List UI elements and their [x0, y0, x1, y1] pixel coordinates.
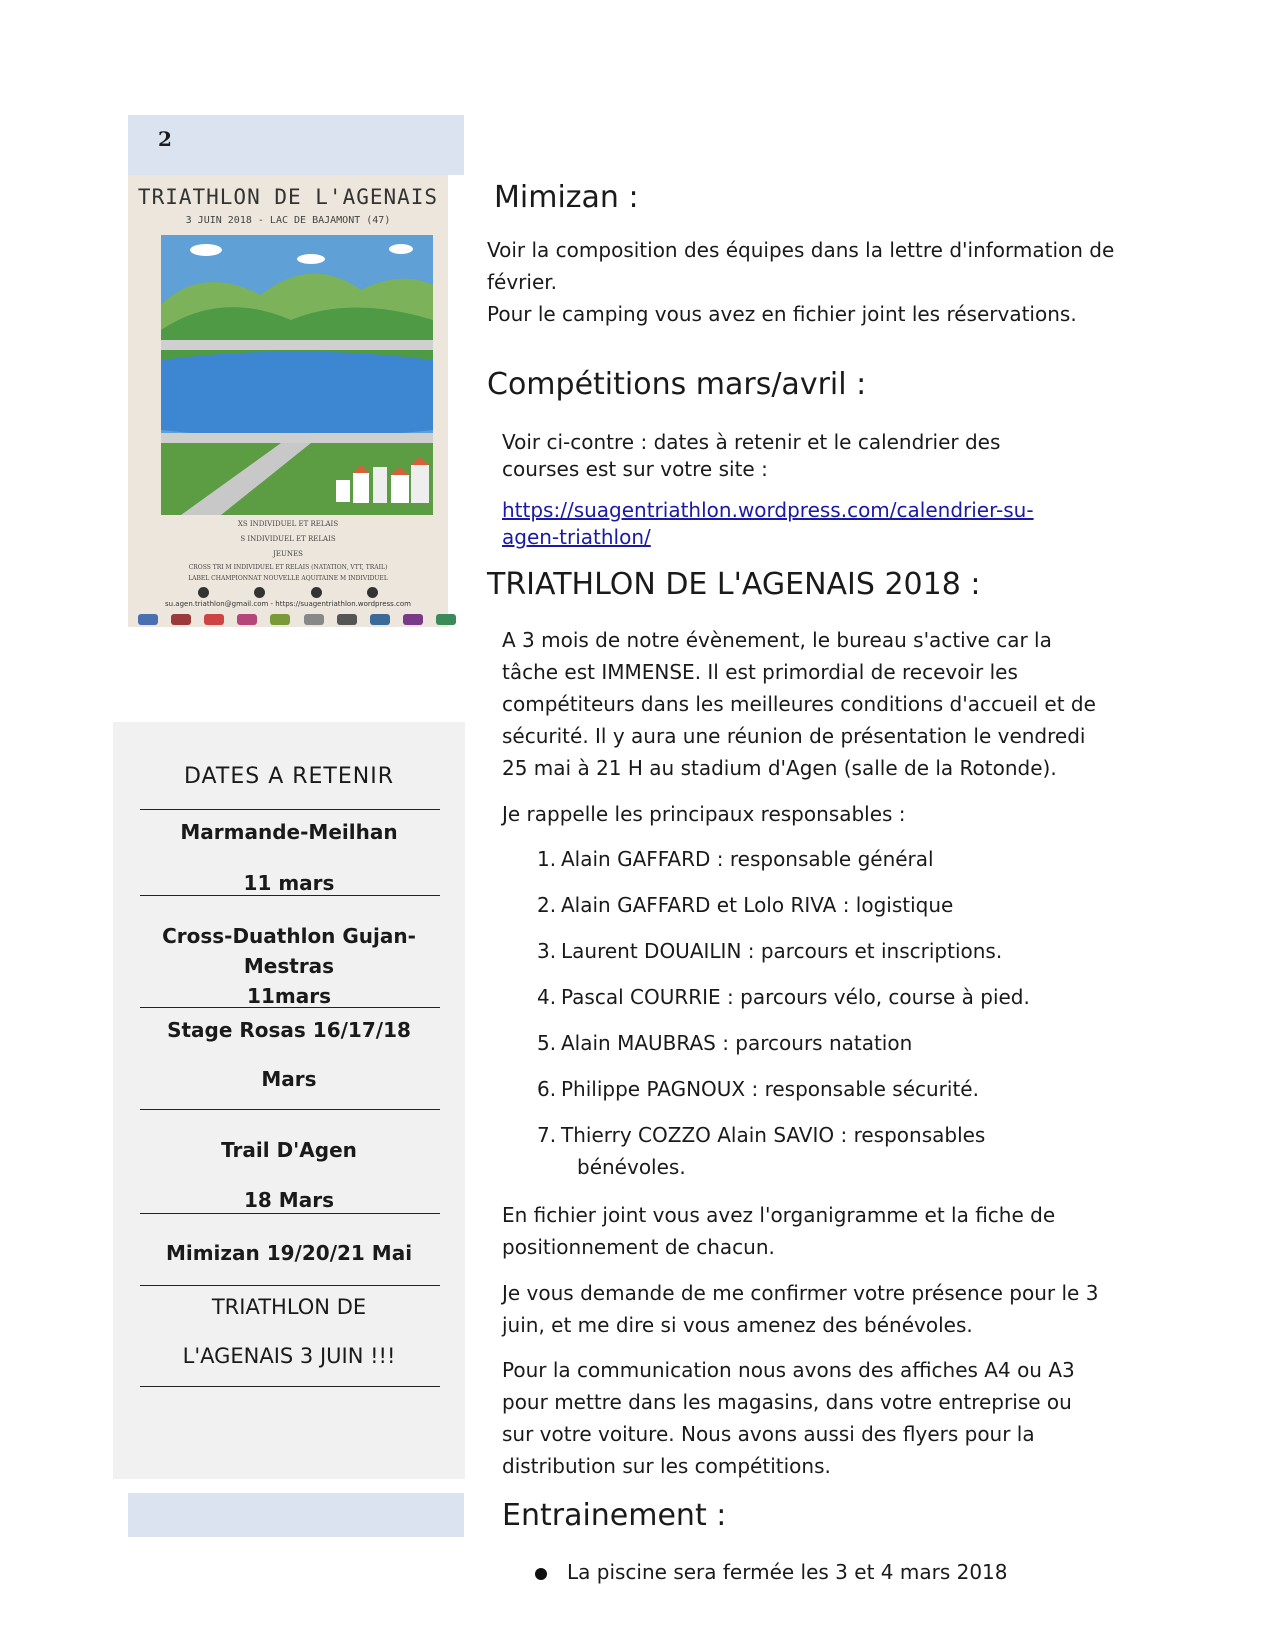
divider — [140, 1213, 440, 1214]
poster-title: TRIATHLON DE L'AGENAIS — [137, 185, 439, 209]
instagram-icon — [311, 587, 322, 598]
sponsor-logo — [337, 614, 357, 625]
paragraph: courses est sur votre site : — [502, 457, 768, 481]
page-number-bar — [128, 115, 464, 175]
footer-bar — [128, 1493, 464, 1537]
twitter-icon — [254, 587, 265, 598]
poster-line: XS INDIVIDUEL ET RELAIS — [237, 520, 339, 528]
section-heading-triathlon: TRIATHLON DE L'AGENAIS 2018 : — [487, 567, 981, 602]
page-number: 2 — [158, 127, 172, 151]
paragraph: En fichier joint vous avez l'organigramme et la fiche de — [502, 1203, 1056, 1227]
dates-panel — [113, 722, 465, 1479]
paragraph: pour mettre dans les magasins, dans votre entreprise ou — [502, 1390, 1072, 1414]
list-item: 7. Thierry COZZO Alain SAVIO : responsables — [537, 1123, 986, 1147]
calendar-link[interactable]: https://suagentriathlon.wordpress.com/calendrier-su- — [502, 498, 1034, 522]
poster-social-icons — [198, 587, 378, 598]
sponsor-logo — [436, 614, 456, 625]
date-event: Mimizan 19/20/21 Mai — [165, 1241, 413, 1265]
sponsor-logo — [403, 614, 423, 625]
paragraph: compétiteurs dans les meilleures conditions d'accueil et de — [502, 692, 1096, 716]
poster-contact: su.agen.triathlon@gmail.com - https://suagentriathlon.wordpress.com — [164, 600, 412, 608]
divider — [140, 1007, 440, 1008]
paragraph: Pour la communication nous avons des affiches A4 ou A3 — [502, 1358, 1075, 1382]
paragraph: 25 mai à 21 H au stadium d'Agen (salle de la Rotonde). — [502, 756, 1057, 780]
youtube-icon — [367, 587, 378, 598]
paragraph: distribution sur les compétitions. — [502, 1454, 831, 1478]
poster-landscape-illustration — [161, 235, 433, 515]
list-item: 2. Alain GAFFARD et Lolo RIVA : logistique — [537, 893, 954, 917]
poster-line: LABEL CHAMPIONNAT NOUVELLE AQUITAINE M INDIVIDUEL — [188, 575, 388, 582]
paragraph: sur votre voiture. Nous avons aussi des flyers pour la — [502, 1422, 1035, 1446]
list-item: 6. Philippe PAGNOUX : responsable sécurité. — [537, 1077, 979, 1101]
paragraph: tâche est IMMENSE. Il est primordial de recevoir les — [502, 660, 1018, 684]
paragraph: sécurité. Il y aura une réunion de présentation le vendredi — [502, 724, 1086, 748]
divider — [140, 1285, 440, 1286]
paragraph: A 3 mois de notre évènement, le bureau s'active car la — [502, 628, 1052, 652]
date-event: Marmande-Meilhan — [180, 820, 398, 844]
date-event: L'AGENAIS 3 JUIN !!! — [182, 1344, 396, 1368]
event-poster — [128, 175, 448, 627]
poster-subtitle: 3 JUIN 2018 - LAC DE BAJAMONT (47) — [185, 215, 391, 226]
date-event: Cross-Duathlon Gujan- — [162, 924, 416, 948]
sponsor-logo — [304, 614, 324, 625]
section-heading-competitions: Compétitions mars/avril : — [487, 367, 867, 402]
divider — [140, 1109, 440, 1110]
sponsor-logo — [204, 614, 224, 625]
sponsor-logos — [138, 610, 456, 628]
date-event: TRIATHLON DE — [211, 1295, 367, 1319]
poster-line: JEUNES — [273, 550, 303, 558]
bullet-item: La piscine sera fermée les 3 et 4 mars 2018 — [535, 1556, 1008, 1588]
date-day: 18 Mars — [244, 1188, 334, 1212]
date-event: Stage Rosas 16/17/18 — [167, 1018, 411, 1042]
calendar-link[interactable]: agen-triathlon/ — [502, 525, 651, 549]
paragraph: positionnement de chacun. — [502, 1235, 775, 1259]
section-heading-entrainement: Entrainement : — [502, 1498, 727, 1533]
poster-race-list — [128, 517, 448, 584]
sponsor-logo — [237, 614, 257, 625]
date-event: Trail D'Agen — [221, 1138, 357, 1162]
paragraph: Je vous demande de me confirmer votre présence pour le 3 — [502, 1281, 1099, 1305]
list-item-continuation: bénévoles. — [577, 1155, 686, 1179]
paragraph: Pour le camping vous avez en fichier joint les réservations. — [487, 302, 1077, 326]
date-event: Mestras — [243, 954, 335, 978]
list-item: 1. Alain GAFFARD : responsable général — [537, 847, 934, 871]
divider — [140, 895, 440, 896]
list-item: 3. Laurent DOUAILIN : parcours et inscriptions. — [537, 939, 1003, 963]
list-item: 4. Pascal COURRIE : parcours vélo, course à pied. — [537, 985, 1030, 1009]
dates-heading: DATES A RETENIR — [184, 764, 394, 789]
sponsor-logo — [270, 614, 290, 625]
date-day: 11 mars — [243, 871, 335, 895]
sponsor-logo — [370, 614, 390, 625]
date-day: Mars — [261, 1067, 317, 1091]
paragraph: Voir la composition des équipes dans la lettre d'information de — [487, 238, 1115, 262]
poster-line: S INDIVIDUEL ET RELAIS — [240, 535, 336, 543]
date-day: 11mars — [247, 984, 331, 1008]
poster-line: CROSS TRI M INDIVIDUEL ET RELAIS (NATATION, VTT, TRAIL) — [188, 564, 388, 571]
paragraph: juin, et me dire si vous amenez des bénévoles. — [502, 1313, 973, 1337]
sponsor-logo — [171, 614, 191, 625]
section-heading-mimizan: Mimizan : — [494, 180, 639, 215]
paragraph: février. — [487, 270, 558, 294]
sponsor-logo — [138, 614, 158, 625]
facebook-icon — [198, 587, 209, 598]
bullet-icon — [535, 1568, 547, 1580]
divider — [140, 1386, 440, 1387]
paragraph: Je rappelle les principaux responsables : — [502, 802, 906, 826]
paragraph: Voir ci-contre : dates à retenir et le calendrier des — [502, 430, 1001, 454]
divider — [140, 809, 440, 810]
list-item: 5. Alain MAUBRAS : parcours natation — [537, 1031, 913, 1055]
